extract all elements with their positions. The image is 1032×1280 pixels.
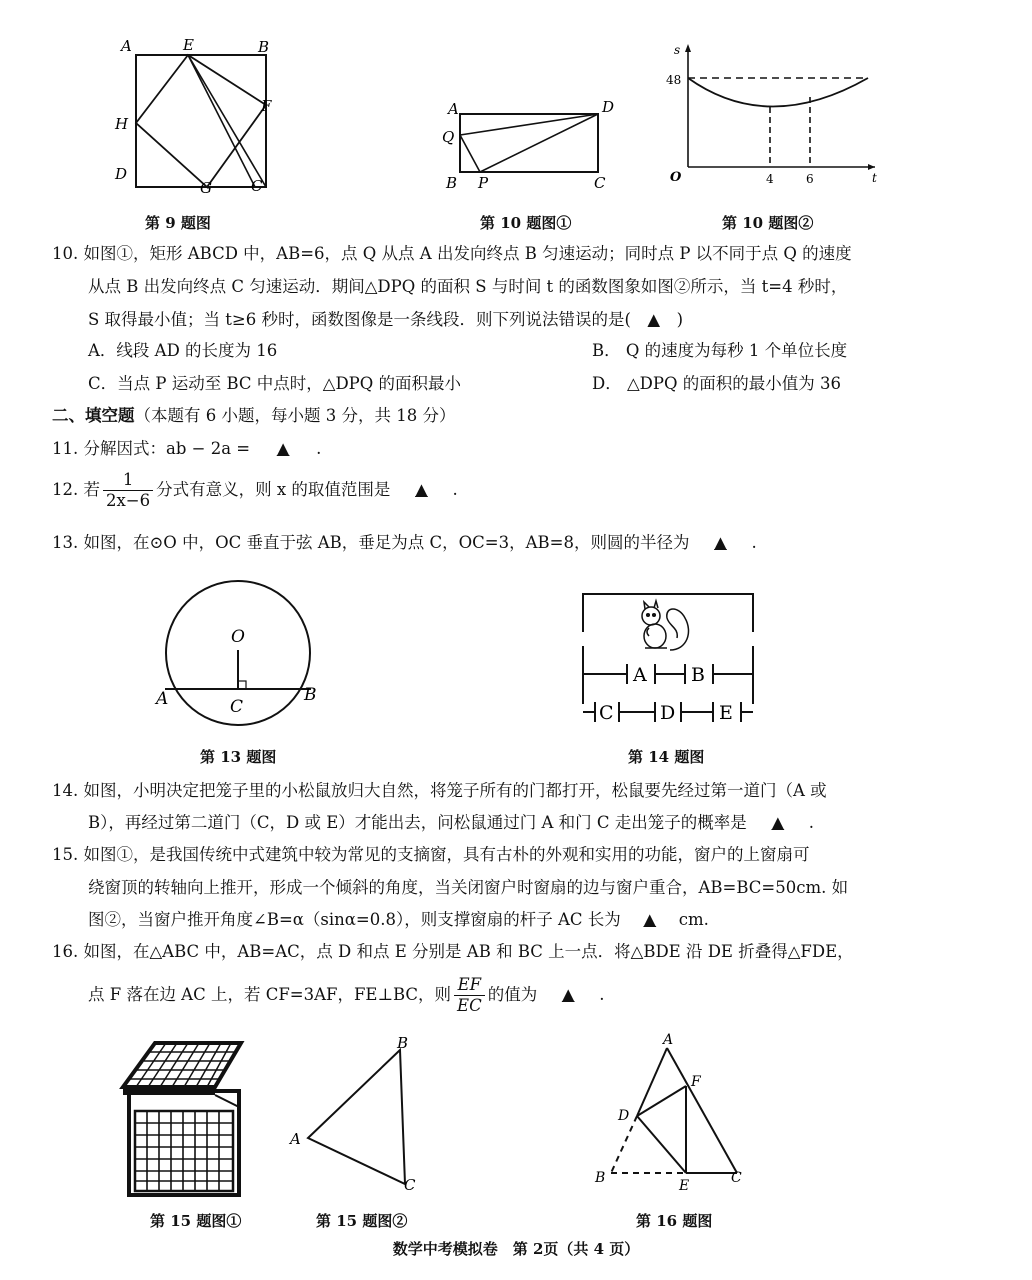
fig10a-label-p: P <box>478 174 489 192</box>
figure-10b <box>660 40 885 190</box>
q15-line-2: 绕窗顶的转轴向上推开，形成一个倾斜的角度，当关闭窗户时窗扇的边与窗户重合，AB=BC=50cm. 如 <box>88 878 849 897</box>
q16-answer-blank: ▲ <box>561 985 575 1004</box>
fig10b-tick-48: 48 <box>666 73 682 87</box>
fig9-label-a: A <box>121 37 132 55</box>
q15-end: cm. <box>678 910 709 929</box>
q12-numerator: 1 <box>103 470 153 491</box>
fig9-label-f: F <box>261 97 272 115</box>
fig13-label-b: B <box>304 685 317 705</box>
q16-numerator: EF <box>454 975 485 996</box>
q16-line-2-pre: 点 F 落在边 AC 上，若 CF=3AF，FE⊥BC，则 <box>88 985 452 1004</box>
fig16-caption: 第 16 题图 <box>636 1212 713 1230</box>
q16-denominator: EC <box>457 996 482 1015</box>
q12-pre: 12. 若 <box>52 480 100 499</box>
section-2-heading <box>52 405 455 427</box>
fig13-label-c: C <box>230 697 244 717</box>
q11-answer-blank: ▲ <box>276 439 290 458</box>
q12-end: . <box>452 480 458 499</box>
figure-14 <box>575 588 760 728</box>
fig9-label-c: C <box>251 177 263 195</box>
q10-line-3: S 取得最小值；当 t≥6 秒时，函数图像是一条线段．则下列说法错误的是( ▲ ) <box>88 310 684 329</box>
fig15b-label-b: B <box>397 1034 409 1052</box>
q15-line-1: 15. 如图①，是我国传统中式建筑中较为常见的支摘窗，具有古朴的外观和实用的功能，窗户的上窗扇可 <box>52 845 810 864</box>
fig16-label-c: C <box>731 1170 742 1186</box>
q11-end: . <box>316 439 322 458</box>
fig10a-label-q: Q <box>442 128 455 146</box>
figure-15b <box>280 1030 430 1200</box>
figure-9 <box>105 35 285 205</box>
figure-16 <box>585 1030 760 1200</box>
q13-answer-blank: ▲ <box>714 533 727 552</box>
fig10a-label-b: B <box>446 174 458 192</box>
fig14-door-d: D <box>660 702 676 724</box>
q12-answer-blank: ▲ <box>415 480 428 499</box>
q14-line-2-wrap <box>88 812 814 834</box>
page-footer: 数学中考模拟卷 第 2页（共 4 页） <box>392 1240 640 1258</box>
q15-line-3-wrap <box>88 909 709 931</box>
section-2-title: 二、填空题 <box>52 406 135 425</box>
fig13-caption: 第 13 题图 <box>200 748 277 766</box>
fig14-door-c: C <box>599 702 614 724</box>
fig13-label-a: A <box>156 689 169 709</box>
fig10b-tick-6: 6 <box>806 172 814 186</box>
q12-denominator: 2x−6 <box>106 491 151 510</box>
fig10b-axis-s: s <box>674 43 681 57</box>
fig9-label-g: G <box>200 179 212 197</box>
fig13-label-o: O <box>231 627 245 647</box>
q15-answer-blank: ▲ <box>643 910 657 929</box>
fig9-label-h: H <box>115 115 129 133</box>
fig10a-label-d: D <box>602 98 615 116</box>
window-lattice-icon <box>135 1111 233 1191</box>
q13-end: . <box>751 533 757 552</box>
fig10b-axis-t: t <box>872 171 877 185</box>
q12-fraction <box>103 470 153 511</box>
fig9-caption: 第 9 题图 <box>145 214 211 232</box>
q14-line-2: B），再经过第二道门（C，D 或 E）才能出去，问松鼠通过门 A 和门 C 走出笼子的概率是 <box>88 813 747 832</box>
fig10b-tick-4: 4 <box>766 172 774 186</box>
fig10a-label-a: A <box>448 100 459 118</box>
q13-text: 13. 如图，在⊙O 中，OC 垂直于弦 AB，垂足为点 C，OC=3，AB=8，则圆的半径为 <box>52 533 690 552</box>
section-2-note: （本题有 6 小题，每小题 3 分，共 18 分） <box>134 406 456 425</box>
q16-line-1: 16. 如图，在△ABC 中，AB=AC，点 D 和点 E 分别是 AB 和 BC 上一点．将△BDE 沿 DE 折叠得△FDE， <box>52 942 854 961</box>
q10-line-1: 10. 如图①，矩形 ABCD 中，AB=6，点 Q 从点 A 出发向终点 B 匀速运动；同时点 P 以不同于点 Q 的速度 <box>52 244 852 263</box>
fig10a-label-c: C <box>594 174 606 192</box>
fig15b-caption: 第 15 题图② <box>316 1212 408 1230</box>
fig16-label-f: F <box>691 1074 701 1090</box>
q12-post: 分式有意义，则 x 的取值范围是 <box>156 480 391 499</box>
figure-10a <box>438 92 623 197</box>
q10-option-c: C．当点 P 运动至 BC 中点时，△DPQ 的面积最小 <box>88 374 462 393</box>
q11-text: 11. 分解因式：ab − 2a = <box>52 439 251 458</box>
fig15b-label-a: A <box>290 1130 301 1148</box>
q10-option-a: A．线段 AD 的长度为 16 <box>88 341 278 360</box>
fig16-label-e: E <box>679 1178 690 1194</box>
fig10a-caption: 第 10 题图① <box>480 214 572 232</box>
figure-15a <box>115 1035 250 1200</box>
q10-option-d: D． △DPQ 的面积的最小值为 36 <box>592 374 842 393</box>
fig16-label-b: B <box>595 1170 606 1186</box>
fig15a-caption: 第 15 题图① <box>150 1212 242 1230</box>
fig10b-origin: O <box>670 170 682 185</box>
q10-option-b: B． Q 的速度为每秒 1 个单位长度 <box>592 341 848 360</box>
q13 <box>52 532 757 554</box>
q12 <box>52 470 458 511</box>
q16-line-2 <box>88 975 604 1016</box>
fig15b-label-c: C <box>404 1176 416 1194</box>
q15-line-3: 图②，当窗户推开角度∠B=α（sinα=0.8），则支撑窗扇的杆子 AC 长为 <box>88 910 621 929</box>
squirrel-icon <box>642 601 689 650</box>
fig9-label-d: D <box>115 165 128 183</box>
q10-line-2: 从点 B 出发向终点 C 匀速运动．期间△DPQ 的面积 S 与时间 t 的函数图象如图②所示，当 t=4 秒时， <box>88 277 848 296</box>
fig9-label-e: E <box>183 36 194 54</box>
q14-end: . <box>808 813 815 832</box>
fig14-door-e: E <box>719 702 733 724</box>
figure-13 <box>150 580 330 730</box>
fig14-door-a: A <box>633 664 647 686</box>
fig14-door-b: B <box>691 664 705 686</box>
q16-end: . <box>599 985 605 1004</box>
q11 <box>52 438 321 460</box>
fig16-label-d: D <box>618 1108 630 1124</box>
fig14-caption: 第 14 题图 <box>628 748 705 766</box>
q16-fraction <box>454 975 485 1016</box>
fig9-label-b: B <box>258 38 270 56</box>
q16-line-2-post: 的值为 <box>487 985 538 1004</box>
fig10b-caption: 第 10 题图② <box>722 214 814 232</box>
q14-answer-blank: ▲ <box>771 813 785 832</box>
q14-line-1: 14. 如图，小明决定把笼子里的小松鼠放归大自然，将笼子所有的门都打开，松鼠要先经过第一道门（A 或 <box>52 781 827 800</box>
fig16-label-a: A <box>663 1032 674 1048</box>
window-sash-icon <box>123 1043 241 1095</box>
